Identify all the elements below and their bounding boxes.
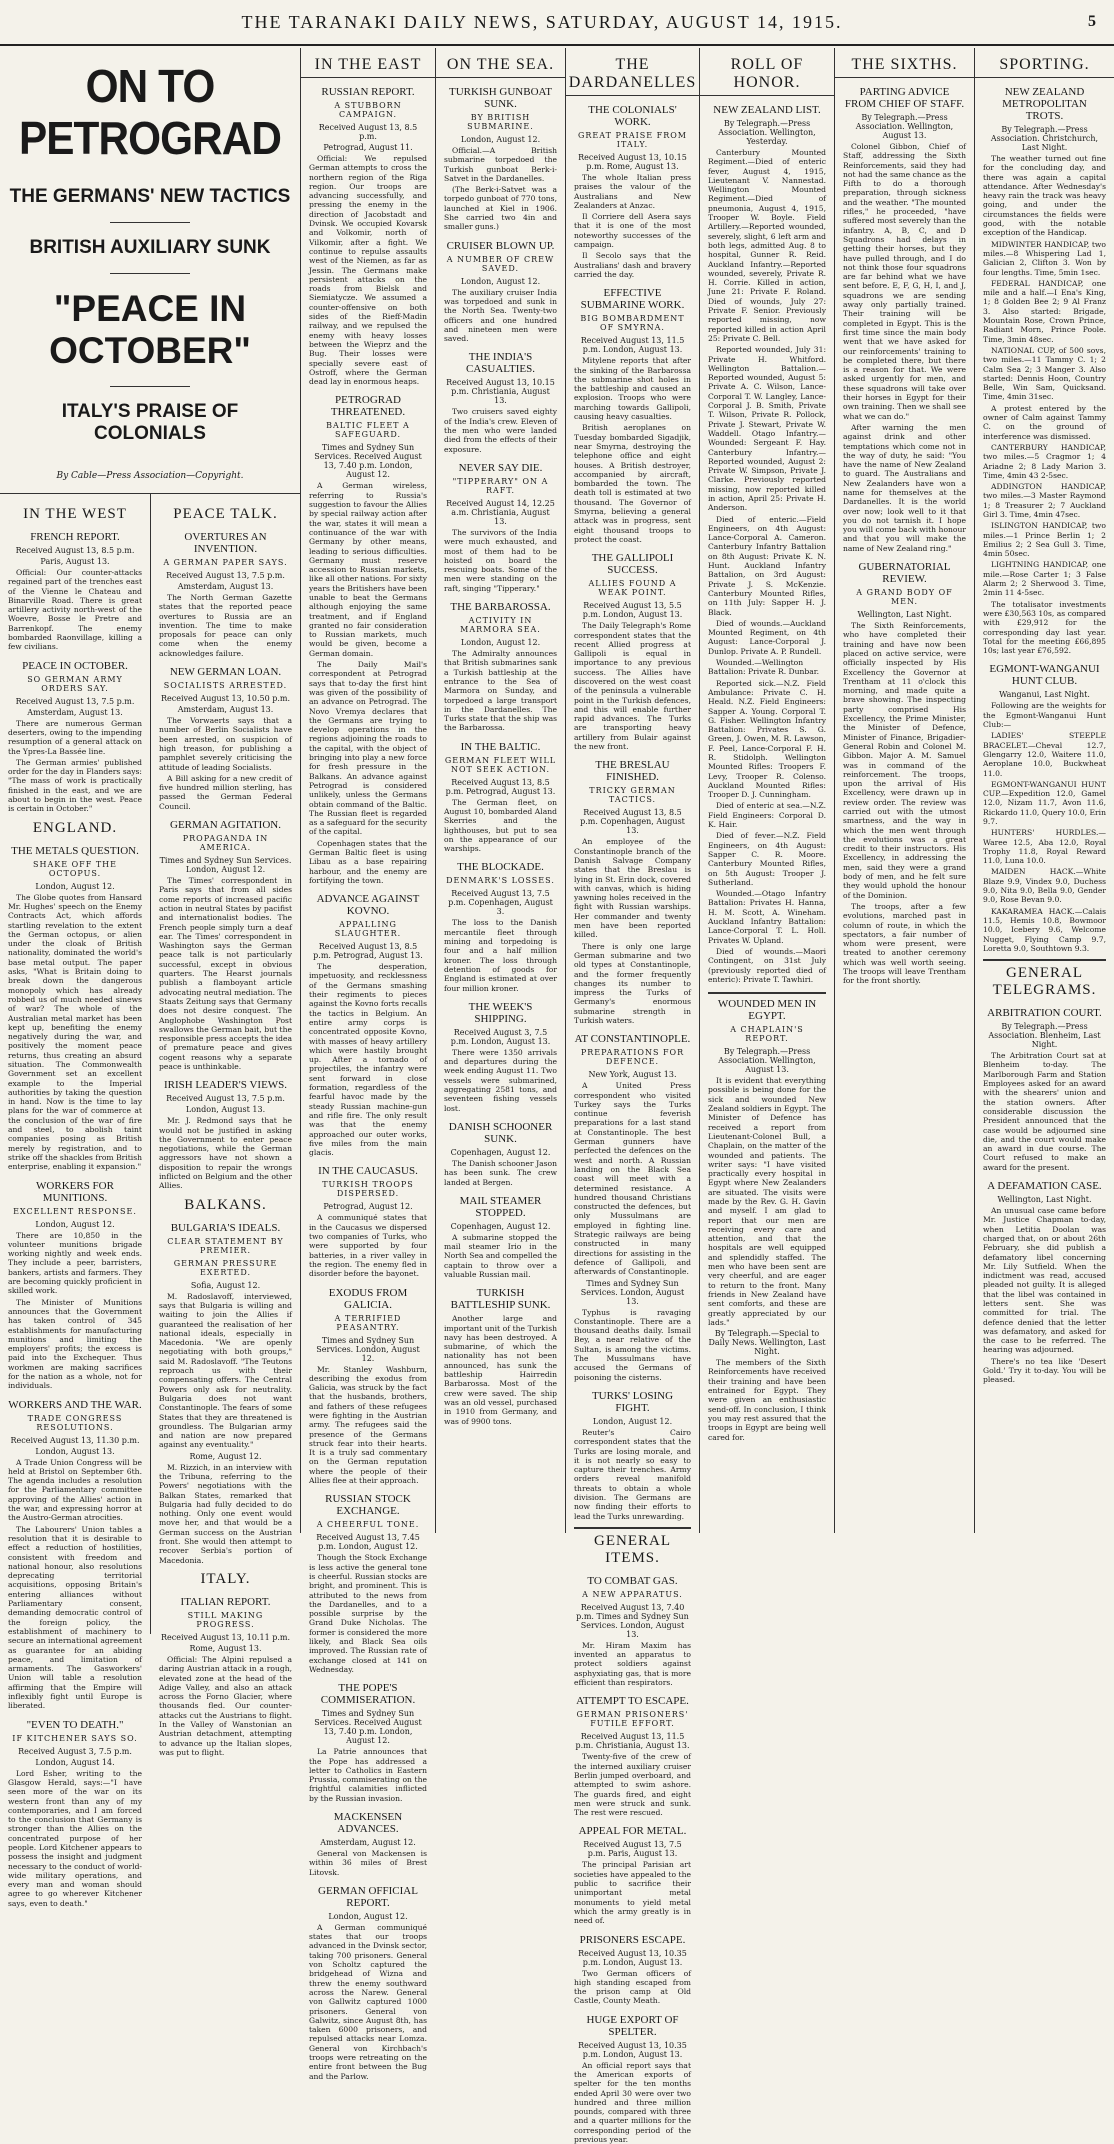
article-deck: A TERRIFIED PEASANTRY. (334, 1313, 402, 1332)
article-heading: GUBERNATORIAL REVIEW. (858, 561, 951, 586)
dateline: By Telegraph.—Press Association. Wellington, Yesterday. (718, 119, 816, 146)
article-heading: ADVANCE AGAINST KOVNO. (316, 893, 420, 918)
article-heading: NEW ZEALAND LIST. (713, 104, 821, 116)
article-paragraph: A German communiqué states that our troops advanced in the Dvinsk sector, taking 700 prisoners. General von Scholtz captured the bridgehead of Wizna and threw the enemy southward across the Narew. General von Gallwitz captured 1000 prisoners. General von Galwitz, since August 8th, has taken 6000 prisoners, and repulsed attacks near Lomza. General von Kirchbach's troops were retreating on the entire front between the Bug and the Parlow. (309, 1922, 427, 2081)
article-paragraph: An official report says that the American exports of spelter for the ten months ended April 30 were over two hundred and three million pounds, compared with three and a quarter millions for the corresponding period of the previous year. (574, 2060, 691, 2144)
article-deck: A NEW APPARATUS. (582, 1589, 683, 1599)
article-deck: CLEAR STATEMENT BY PREMIER. (167, 1236, 284, 1255)
article-paragraph: A protest entered by the owner of Calm against Tammy C. on the ground of interference was dismissed. (983, 403, 1106, 441)
article-heading: THE GALLIPOLI SUCCESS. (591, 552, 674, 577)
article-paragraph: A United Press correspondent who visited Turkey says the Turks continue feverish preparations for a last stand at Constantinople. The best German gunners have perfected the defences on the west and north. A Russian landing on the Black Sea coast will meet with a determined resistance. A hundred thousand Christians constructed the defences, but only Mussulmans are employed in fighting line. Strategic railways are being constructed in many directions for assisting in the defence of Gallipoli, and afterwards of Constantinople. (574, 1081, 691, 1277)
dateline: Times and Sydney Sun Services. London, August 12. (316, 1335, 420, 1363)
article-paragraph: There is only one large German submarine and two old types at Constantinople, and the former frequently changes its number to impress the Turks of Germany's enormous submarine strength in Turkish waters. (574, 941, 691, 1025)
section-heading: GENERAL TELEGRAMS. (983, 959, 1106, 999)
dateline: London, August 12. (328, 1911, 408, 1921)
section-heading: THE SIXTHS. (835, 52, 974, 78)
article-paragraph: A submarine stopped the mail steamer Irio in the North Sea and compelled the captain to throw over a valuable Russian mail. (444, 1232, 557, 1279)
article-paragraph: The Minister of Munitions announces that the Government has taken control of 345 establishments for manufacturing munitions and limiting the employers' profits; the excess is paid into the Exchequer. Thus workmen are making sacrifices for the nation as a whole, not for individuals. (8, 1297, 142, 1391)
dateline: Paris, August 13. (40, 557, 110, 566)
article-paragraph: The Sixth Reinforcements, who have completed their training and have now been placed on active service, were officially inspected by His Excellency the Governor at Trentham at 11 o'clock this morning, and made quite a brave showing. The inspecting party comprised His Excellency, the Prime Minister, the Minister of Defence, Minister of Finance, Brigadier-General Robin and Colonel M. Gibbon. Major A. M. Samuel was in command of the reinforcement. The troops, upon the arrival of His Excellency, were drawn up in review order. The review was carried out with the utmost smartness, and the way in which the men went through the evolutions was a great credit to their instructors. His Excellency, in addressing the men, said they were a grand body of men, and he felt sure they would uphold the honour of the Dominion. (843, 621, 966, 900)
lead-headline: ON TO PETROGRAD (18, 60, 282, 164)
lead-byline: By Cable—Press Association—Copyright. (56, 471, 244, 481)
article-paragraph: The Globe quotes from Hansard Mr. Hughes' speech on the Enemy Contracts Act, which affords startling revelation to the extent the German octopus, or alien under the cloak of British nationality, dominated the world's base metal output. The paper asks, "What is Britain doing to break down the dangerous monopoly which has already robbed us of much needed sinews of war? The whole of the Australian metal market has been kept up, benefiting the enemy negatively during the war, and positively the moment peace returns, thus creating an absurd situation. The Commonwealth Government set an excellent example to the Imperial authorities by taking the question in hand. Now is the time to lay plans for the war of commerce at the conclusion of the war of fire and steel, to abolish taint companies posing as British merely by registration, and to strike off the shackles from British enterprise, enabling it expansion." (8, 892, 142, 1172)
dateline: Copenhagen, August 12. (450, 1221, 551, 1231)
dateline: Wellington, Last Night. (857, 610, 952, 620)
dateline: Wanganui, Last Night. (999, 690, 1090, 700)
dateline: Amsterdam, August 13. (27, 707, 123, 717)
article-paragraph: Died of wounds.—Maori Contingent, on 31st July (previously reported died of enteric): Private T. Tawhiri. (708, 946, 826, 984)
dateline: New York, August 13. (588, 1070, 677, 1080)
article-heading: WORKERS AND THE WAR. (8, 1398, 142, 1411)
article-deck: APPALLING SLAUGHTER. (334, 920, 402, 939)
article-paragraph: Mr. J. Redmond says that he would not be justified in asking the Government to enter peace negotiations, while the German aggressors have not shown a disposition to repair the wrongs inflicted on Belgium and the other Allies. (159, 1116, 292, 1191)
section-heading: PEACE TALK. (173, 506, 278, 522)
article-deck: "TIPPERARY" ON A RAFT. (452, 476, 549, 495)
article-paragraph: The Arbitration Court sat at Blenheim to-day. The Marlborough Farm and Station Employees asked for an award with the shearers' union and the station owners. After considerable discussion the President announced that the case would be adjourned sine die, and the court would make an award in due course. The Court refused to make an award for the present. (983, 1051, 1106, 1172)
article-paragraph: NATIONAL CUP, of 500 sovs, two miles.—11 Tammy C. 1; 2 Calm Sea 2; 3 Manger 3. Also started: Dennis Hoon, Country Belle, Win Sam, Quicksand. Time, 4min 31sec. (983, 345, 1106, 402)
article-heading: EXODUS FROM GALICIA. (328, 1286, 408, 1311)
article-paragraph: A German wireless, referring to Russia's suggestion to favour the Allies by special railway action after the war, states it will mean a continuance of the war with Germany by other means, leading to serious difficulties. Germany must reserve accession to Russian markets, like all other nations. For sixty years the Britishers have been unable to beat the Germans although enjoying the same treatment, and if England granted no fair consideration to Russian markets, much would be given, become a German domain. (309, 481, 427, 658)
newspaper-page (0, 48, 1114, 2144)
article-heading: ARBITRATION COURT. (987, 1007, 1102, 1020)
article-paragraph: Following are the weights for the Egmont-Wanganui Hunt Club:— (983, 701, 1106, 730)
article-deck: TRICKY GERMAN TACTICS. (589, 786, 676, 805)
lead-deck-1: THE GERMANS' NEW TACTICS (9, 186, 291, 207)
article-paragraph: Official.—A British submarine torpedoed the Turkish gunboat Berk-i-Satvet in the Dardanelles. (444, 146, 557, 183)
article-paragraph: The Daily Telegraph's Rome correspondent states that the recent Allied progress at Gallipoli is equal in importance to any previous success. The Allies have discovered on the west coast of the peninsula a vulnerable point in the Turkish defences, and this will enable further rapid advances. The Turks are transporting heavy artillery from Bulair against the new front. (574, 621, 691, 752)
article-deck: A NUMBER OF CREW SAVED. (446, 254, 555, 273)
article-heading: ITALIAN REPORT. (180, 1595, 271, 1608)
article-heading: TURKISH GUNBOAT SUNK. (449, 86, 552, 110)
article-paragraph: The auxiliary cruiser India was torpedoed and sunk in the North Sea. Twenty-two officers and one hundred and nineteen men were saved. (444, 287, 557, 344)
lead-deck-2: BRITISH AUXILIARY SUNK (29, 237, 271, 258)
dateline: Received August 13, 8.5 p.m. Copenhagen, August 13. (580, 808, 685, 836)
section-heading: GENERAL ITEMS. (574, 1527, 691, 1567)
article-heading: THE WEEK'S SHIPPING. (468, 1000, 533, 1025)
article-heading: PARTING ADVICE FROM CHIEF OF STAFF. (844, 86, 965, 110)
article-heading: THE BLOCKADE. (457, 861, 544, 874)
section-heading: IN THE WEST (23, 506, 127, 522)
article-heading: CRUISER BLOWN UP. (446, 239, 555, 252)
article-paragraph: The principal Parisian art societies have appealed to the public to sacrifice their unimportant metal monuments to yield metal which the army greatly is in need of. (574, 1860, 691, 1926)
article-paragraph: The Vorwaerts says that a number of Berlin Socialists have been arrested, on suspicion of high treason, for publishing a pamphlet severely criticising the attitude of leading Socialists. (159, 716, 292, 772)
dateline: Amsterdam, August 13. (177, 582, 274, 591)
article-heading: AT CONSTANTINOPLE. (574, 1033, 691, 1046)
article-paragraph: There are numerous German deserters, owing to the impending resumption of a general attack on the Ypres-La Bassée line. (8, 718, 142, 756)
dateline: Received August 13, 7.45 p.m. London, August 12. (316, 1533, 420, 1552)
dateline: Received August 13, 7.5 p.m. (166, 1094, 285, 1104)
article-deck: PREPARATIONS FOR DEFENCE. (580, 1048, 685, 1067)
article-deck: BIG BOMBARDMENT OF SMYRNA. (580, 314, 685, 333)
article-deck: SOCIALISTS ARRESTED. (163, 681, 288, 691)
article-paragraph: M. Radoslavoff, interviewed, says that Bulgaria is willing and waiting to join the Allies if guaranteed the realisation of her national ideals, especially in Macedonia. "We are openly negotiating with both groups," said M. Radoslavoff. "The Teutons reproach us with their compensating offers. The Central Powers only ask for neutrality. Bulgaria does not want Constantinople. The fears of some States that they are threatened is groundless. The Bulgarian army and nation are now prepared against any eventuality." (159, 1291, 292, 1450)
lead-column (0, 48, 300, 1908)
article-paragraph: The German armies' published order for the day in Flanders says: "The mass of work is practically finished in the east, and we are about to begin in the west. Peace is certain in October." (8, 757, 142, 814)
dateline: Petrograd, August 12. (323, 1202, 413, 1212)
dateline: Received August 3, 7.5 p.m. London, August 13. (450, 1027, 551, 1046)
article-paragraph: The whole Italian press praises the valour of the Australians and New Zealanders at Anzac. (574, 173, 691, 210)
dateline: Received August 13, 11.5 p.m. Christiania, August 13. (575, 1732, 690, 1751)
article-deck: GERMAN PRESSURE EXERTED. (173, 1258, 278, 1277)
peace-talk-column (150, 494, 300, 1757)
article-paragraph: The desperation, impetuosity, and recklessness of the Germans smashing their regiments to pieces against the Kovno forts recalls the tactics in Belgium. An entire army corps is concentrated opposite Kovno, with masses of heavy artillery which were hastily brought up. After a tornado of projectiles, the infantry were sent forward in close formation, regardless of the fearful havoc made by the steady Russian machine-gun and rifle fire. The only result was that the enemy approached our outer works, five miles from the main glacis. (309, 962, 427, 1158)
dateline: Received August 13, 11.30 p.m. (10, 1435, 140, 1445)
article-paragraph: The troops, after a few evolutions, marched past in column of route, in which the spectators, a fair number of whom were present, were treated to another ceremony which was well worth seeing. The troops will leave Trentham for the front shortly. (843, 901, 966, 986)
article-paragraph: Mitylene reports that after the sinking of the Barbarossa the submarine shot holes in the battleship and caused an explosion. Troops who were marching towards Gallipoli, causing heavy casualties. (574, 356, 691, 422)
dateline: London, August 13. (35, 1446, 115, 1456)
article-paragraph: A Trade Union Congress will be held at Bristol on September 6th. The agenda includes a resolution for the Parliamentary committee approving of the Allies' action in the war, and expressing horror at the Austro-German atrocities. (8, 1457, 142, 1523)
article-heading: A DEFAMATION CASE. (987, 1180, 1102, 1193)
dateline: By Telegraph.—Press Association. Christchurch, Last Night. (990, 125, 1099, 152)
article-deck: IF KITCHENER SAYS SO. (12, 1733, 138, 1743)
article-paragraph: There were 1350 arrivals and departures during the week ending August 11. Two vessels were submarined, aggregating 2581 tons, and seventeen fishing vessels lost. (444, 1047, 557, 1113)
article-deck: A STUBBORN CAMPAIGN. (334, 101, 402, 119)
article-paragraph: Died of enteric.—Field Engineers, on 4th August: Lance-Corporal A. Cameron. Canterbury Infantry Battalion on 8th August: Private K. N. Hunt. Auckland Infantry Battalion, on 3rd August: Private J. S. McKenzie. Canterbury Mounted Rifles, on 11th July: Sapper H. J. Black. (708, 514, 826, 617)
article-paragraph: ISLINGTON HANDICAP, two miles.—1 Prince Berlin 1; 2 Emilius 2; 2 Sea Gull 3. Time, 4min 50sec. (983, 521, 1106, 559)
section-heading: SPORTING. (975, 52, 1114, 78)
article-paragraph: The survivors of the India were much exhausted, and most of them had to be hoisted on board the rescuing boats. Some of the men were standing on the raft, singing "Tipperary." (444, 527, 557, 593)
article-paragraph: Typhus is ravaging Constantinople. There are a thousand deaths daily. Ismail Bey, a near relative of the Sultan, is among the victims. The Mussulmans have accused the Germans of poisoning the cisterns. (574, 1307, 691, 1382)
article-deck: BALTIC FLEET A SAFEGUARD. (326, 421, 410, 440)
article-paragraph: EGMONT-WANGANUI HUNT CUP.—Expedition 12.0, Gamel 12.0, Nizam 11.7, Avon 11.6, Rickardo 11.0, Query 10.0, Erin 9.7. (983, 779, 1106, 826)
section-heading: BALKANS. (184, 1196, 267, 1213)
article-paragraph: It is evident that everything possible is being done for the sick and wounded New Zealand soldiers in Egypt. The Minister of Defence has received a report from Lieutenant-Colonel Bull, a Chaplain, on the matter of the wounded and patients. The writer says: "I have visited practically every hospital in Egypt where New Zealanders are situated. The visits were made by the Rev. G. H. Gavin and myself. I am glad to report that our men are receiving every care and attention, and that the hospitals are well equipped and splendidly staffed. The men who have been sent are very cheerful, and are eager to return to the front. Many friends in New Zealand have sent comforts, and these are greatly appreciated by our lads." (708, 1076, 826, 1327)
article-deck: A GRAND BODY OF MEN. (856, 588, 953, 607)
article-paragraph: Mr. Hiram Maxim has invented an apparatus to protect soldiers against asphyxiating gas, that is more efficient than respirators. (574, 1640, 691, 1688)
article-paragraph: There are 10,850 in the volunteer munitions brigade working nightly and week ends. They include a peer, barristers, bankers, artists and farmers. They are becoming quickly proficient in skilled work. (8, 1230, 142, 1296)
divider (110, 273, 190, 274)
dateline: Received August 13, 10.50 p.m. (160, 694, 291, 704)
article-heading: THE METALS QUESTION. (11, 844, 139, 857)
dateline: Copenhagen, August 12. (450, 1147, 551, 1157)
article-heading: TURKS' LOSING FIGHT. (591, 1389, 674, 1414)
article-heading: IN THE CAUCASUS. (318, 1165, 418, 1178)
lead-banner (0, 52, 300, 494)
dateline: Received August 13, 10.15 p.m. Christiania, August 13. (446, 378, 555, 406)
lead-subcolumns (0, 494, 300, 1908)
article-paragraph: MAIDEN HACK.—White Blaze 9.9, Vindex 9.0, Duchess 9.0, Nita 9.0, Bella 9.0, Gender 9.0, Rose Bevan 9.0. (983, 867, 1106, 905)
article-deck: EXCELLENT RESPONSE. (13, 1206, 137, 1216)
article-paragraph: Official: The Alpini repulsed a daring Austrian attack in a rough, elevated zone at the head of the Adige Valley, and also an attack across the Forno Glacier, where thousands fled. Our counter-attacks cut the Austrians to flight. In the Valley of Wanstonian an Austrian detachment, attempting to advance up the Italian slopes, was put to flight. (159, 1654, 292, 1757)
dateline: Received August 13, 8.5 p.m. Petrograd, August 13. (445, 777, 556, 796)
lead-deck-italy: ITALY'S PRAISE OF COLONIALS (61, 401, 239, 444)
in-the-west-column (0, 494, 150, 1908)
dateline: Amsterdam, August 12. (320, 1838, 416, 1847)
masthead (0, 0, 1114, 46)
article-heading: BULGARIA'S IDEALS. (170, 1221, 281, 1234)
article-paragraph: Wounded.—Otago Infantry Battalion: Privates H. Hanna, H. M. Scott, A. Wineham. Auckland Infantry Battalion: Lance-Corporal T. L. Holl. Privates W. Upland. (708, 889, 826, 945)
dateline: Received August 13, 10.15 p.m. Rome, August 13. (578, 153, 687, 171)
article-paragraph: Il Corriere dell Asera says that it is one of the most noteworthy successes of the campaign. (574, 212, 691, 250)
article-paragraph: The totalisator investments were £30,563 10s, as compared with £29,912 for the corresponding day last year. Total for the meeting £66,895 10s; last year £76,592. (983, 599, 1106, 656)
article-paragraph: The Danish schooner Jason has been sunk. The crew landed at Bergen. (444, 1158, 557, 1187)
dateline: London, August 12. (35, 881, 115, 891)
dateline: Received August 13, 10.35 p.m. London, August 13. (578, 2040, 687, 2059)
dateline: Received August 13, 5.5 p.m. London, August 13. (582, 601, 683, 620)
article-paragraph: Mr. Stanley Washburn, describing the exodus from Galicia, was struck by the fact that the husbands, brothers, and fathers of these refugees were fighting in the Austrian army. The refugees said the presence of the Germans struck fear into their hearts. It is a truly sad commentary on the German reputation where the people of their Allies flee at their approach. (309, 1364, 427, 1486)
article-paragraph: Died of wounds.—Auckland Mounted Regiment, on 4th August: Lance-Corporal J. Dunlop. Private A. P. Rundell. (708, 618, 826, 656)
article-deck: GREAT PRAISE FROM ITALY. (577, 131, 687, 149)
article-deck: A CHEERFUL TONE. (316, 1520, 420, 1530)
article-heading: NEW GERMAN LOAN. (169, 666, 282, 679)
section-heading: IN THE EAST (301, 52, 435, 78)
article-paragraph: The Daily Mail's correspondent at Petrograd says that to-day the first hint was given of the possibility of an advance on Petrograd. The Novo Vremya declares that the Germans are trying to develop operations in the regions adjoining the roads to the capital, with the object of bringing into play a new force for fresh pressure in the Balkans. An advance against Petrograd is considered unlikely, unless the Germans obtain command of the Baltic. The Russian fleet is regarded as a safeguard for the security of the capital. (309, 660, 427, 837)
article-heading: PRISONERS ESCAPE. (579, 1933, 686, 1946)
article-paragraph: HUNTERS' HURDLES.—Waree 12.5, Aba 12.0, Royal Trophy 11.8, Royal Reward 11.0, Luna 10.0. (983, 828, 1106, 866)
dateline: By Telegraph.—Press Association. Wellington, August 13. (718, 1047, 816, 1075)
article-paragraph: A communiqué states that in the Caucasus we dispersed two companies of Turks, who were supported by four batteries, in a river valley in the region. The enemy fled in disorder before the bayonet. (309, 1213, 427, 1279)
divider (110, 386, 190, 387)
dateline: London, August 12. (460, 135, 541, 144)
dateline: Times and Sydney Sun Services. Received August 13, 7.40 p.m. London, August 12. (314, 443, 422, 480)
article-paragraph: La Patrie announces that the Pope has addressed a letter to Catholics in Eastern Prussia, commiserating on the frightful calamities inflicted by the Russian invasion. (309, 1747, 427, 1803)
dateline: Times and Sydney Sun Services. London, August 13. (580, 1278, 685, 1306)
dateline: Sofia, August 12. (190, 1280, 261, 1290)
article-paragraph: M. Rizzich, in an interview with the Tribuna, referring to the Powers' negotiations with the Balkan States, remarked that Bulgaria had fully decided to do nothing. Only one event would move her, and that would be a German success on the Austrian front. She would then attempt to recover Serbia's portion of Macedonia. (159, 1462, 292, 1565)
article-paragraph: LIGHTNING HANDICAP, one mile.—Rose Carter 1; 3 False Alarm 2; 2 Sherwood 3. Time, 2min 11 4-5sec. (983, 560, 1106, 598)
dateline: London, August 12. (460, 638, 541, 648)
article-heading: MAIL STEAMER STOPPED. (459, 1194, 542, 1219)
article-paragraph: CANTERBURY HANDICAP, two miles.—5 Cragmor 1; 4 Ariadne 2; 8 Lady Marion 3. Time, 4min 43 2-5sec. (983, 442, 1106, 480)
article-heading: RUSSIAN STOCK EXCHANGE. (325, 1493, 411, 1518)
dateline: Rome, August 13. (189, 1643, 262, 1653)
dateline: London, August 12. (35, 1219, 115, 1229)
article-paragraph: Lord Esher, writing to the Glasgow Herald, says:—"I have seen more of the war on its western front than any of my contemporaries, and I am forced to the conclusion that Germany is stronger than the Allies on the concentrated purpose of her people. Lord Kitchener appears to possess the insight and judgment necessary to the conduct of world-wide military operations, and every man and woman should agree to go wherever Kitchener says, even to death." (8, 1768, 142, 1908)
article-paragraph: An employee of the Constantinople branch of the Danish Salvage Company states that the Breslau is lying in St. Erin dock, covered with canvas, which is hiding yawning holes received in the fight with Russian warships. Her commander and twenty men have been reported killed. (574, 837, 691, 940)
dateline: Received August 13, 11.5 p.m. London, August 13. (580, 336, 685, 355)
article-paragraph: Reported sick.—N.Z. Field Ambulance: Private C. H. Heald. N.Z. Field Engineers: Sapper A. Young. Corporal T. G. Fisher. Wellington Infantry Battalion: Privates S. G. Green, J. Owen, M. R. Lawson, F. Peel, Lance-Corporal F. H. R. Stidolph. Wellington Mounted Rifles: Troopers F. Levy, Trooper R. Colenso. Auckland Mounted Rifles: Trooper D. J. Cunningham. (708, 678, 826, 800)
dateline: By Telegraph.—Press Association. Wellington, August 13. (855, 113, 954, 140)
article-heading: APPEAL FOR METAL. (578, 1825, 687, 1838)
article-paragraph: Colonel Gibbon, Chief of Staff, addressing the Sixth Reinforcements, said they had not had the same chance as the Fifth to do a thorough preparation, through sickness and the weather. "The mounted rifles," he proceeded, "have suffered most severely than the infantry. A, B, C, and D Squadrons had delays in getting their horses, but they have pulled through, and I do not think those four squadrons are far behind what we have sent before. E, F, G, H, I, and J, squadrons we are sending away only partially trained. Their training will be completed in Egypt. This is the first time since the main body went that we have asked for our reinforcements' training to be completed there, but there is a reason for that. We were asked urgently for men, and these squadrons will take over their horses in Egypt for their own training. Then we shall see what we can do." (843, 142, 966, 421)
dateline: Times and Sydney Sun Services. Received August 13, 7.40 p.m. London, August 12. (314, 1709, 422, 1746)
dateline: Received August 13, 7.5 p.m. Paris, August 13. (583, 1840, 682, 1859)
article-heading: MACKENSEN ADVANCES. (333, 1811, 403, 1835)
section-heading: ON THE SEA. (436, 52, 565, 78)
dardanelles-column (565, 48, 699, 2144)
article-heading: THE BARBAROSSA. (450, 601, 551, 614)
article-paragraph: Reuter's Cairo correspondent states that the Turks are losing morale, and it is not nearly so easy to capture their trenches. Army orders reveal manifold threats to obtain a whole division. The Germans are now finding their efforts to lead the Turks unrewarding. (574, 1427, 691, 1521)
article-paragraph: Died of fever.—N.Z. Field Engineers, on 4th August: Sapper C. R. Moore. Canterbury Mounted Rifles, on 5th August: Trooper J. Sutherland. (708, 831, 826, 887)
article-deck: ALLIES FOUND A WEAK POINT. (588, 579, 677, 598)
article-heading: EGMONT-WANGANUI HUNT CLUB. (989, 663, 1100, 688)
sixths-column (834, 48, 974, 1533)
dateline: Received August 13, 8.5 p.m. (318, 123, 418, 141)
dateline: Received August 14, 12.25 a.m. Christiania, August 13. (446, 498, 555, 526)
divider (110, 222, 190, 223)
newspaper-title: THE TARANAKI DAILY NEWS, SATURDAY, AUGUST 14, 1915. (241, 11, 843, 32)
article-paragraph: LADIES' STEEPLE BRACELET.—Cheval 12.7, Glengarry 12.0, Waitere 11.0, Aeroplane 10.0, Buckwheat 11.0. (983, 731, 1106, 778)
article-heading: RUSSIAN REPORT. (321, 86, 415, 98)
article-paragraph: Twenty-five of the crew of the interned auxiliary cruiser Berlin jumped overboard, and attempted to swim ashore. The guards fired, and eight men were struck and sunk. The rest were rescued. (574, 1752, 691, 1818)
article-paragraph: MIDWINTER HANDICAP, two miles.—8 Whispering Lad 1, Galician 2, Clifton 3. Won by four lengths. Time, 5min 1sec. (983, 239, 1106, 277)
article-deck: A CHAPLAIN'S REPORT. (730, 1025, 804, 1044)
article-paragraph: The Times' correspondent in Paris says that from all sides come reports of increased pacific action in neutral States by pacifist and internationalist bodies. The French people simply turn a deaf ear. The Times' correspondent in Washington says the German peace talk is not particularly successful, except in obvious quarters. The Hearst journals publish a flamboyant article advocating neutral mediation. The Staats Zeitung says that Germany does not desire conquest. The Anglophobe Washington Post swallows the German bait, but the responsible press accepts the idea of premature peace and gives cogent reasons why a separate peace is unthinkable. (159, 876, 292, 1071)
dateline: Received August 3, 7.5 p.m. (18, 1746, 132, 1756)
dateline: By Telegraph.—Press Association. Blenheim, Last Night. (988, 1022, 1101, 1050)
sporting-column (974, 48, 1114, 1533)
article-deck: TRADE CONGRESS RESOLUTIONS. (27, 1413, 123, 1432)
article-heading: "EVEN TO DEATH." (26, 1718, 124, 1731)
lead-peace-headline: "PEACE IN OCTOBER" (49, 288, 251, 371)
article-deck: TURKISH TROOPS DISPERSED. (322, 1180, 414, 1199)
article-paragraph: Official: We repulsed German attempts to cross the northern region of the Riga region. Our troops are advancing successfully, and pressing the enemy in the direction of Jacobstadt and Dvinsk. We occupied Kovarsk and Volkomir, north of Vilkomir, after a fight. We continue to repulse assaults west of the Niemen, as far as Jessin. The Germans make persistent attacks on the roads from Bielsk and Siemiatycze. We assumed a counter-offensive on both sides of the Rieff-Madin railway, and we repulsed the enemy with heavy losses between the Wieprz and the Bug. Their losses were specially severe east of Ostroff, where the German dead lay in enormous heaps. (309, 154, 427, 387)
section-heading: ENGLAND. (32, 819, 118, 836)
article-paragraph: The German fleet, on August 10, bombarded Aland Skerries and the lighthouses, but put to sea on the appearance of our warships. (444, 797, 557, 854)
dateline: Petrograd, August 11. (323, 143, 413, 152)
article-heading: THE COLONIALS' WORK. (588, 104, 677, 128)
article-deck: SHAKE OFF THE OCTOPUS. (33, 859, 117, 878)
article-heading: WORKERS FOR MUNITIONS. (36, 1179, 114, 1204)
article-heading: EFFECTIVE SUBMARINE WORK. (580, 287, 685, 312)
page-number: 5 (1088, 13, 1096, 30)
article-paragraph: Died of enteric at sea.—N.Z. Field Engineers: Corporal D. K. Hair. (708, 801, 826, 830)
article-heading: FRENCH REPORT. (30, 531, 120, 543)
section-heading: ROLL OF HONOR. (700, 52, 834, 96)
article-heading: IRISH LEADER'S VIEWS. (163, 1079, 288, 1092)
article-paragraph: The North German Gazette states that the reported peace overtures to Russia are an invention. The time to make proposals for peace can only come when the enemy acknowledges failure. (159, 593, 292, 658)
article-paragraph: Two German officers of high standing escaped from the prison camp at Old Castle, County Meath. (574, 1968, 691, 2006)
on-the-sea-column (435, 48, 565, 1533)
dateline: Received August 13, 8.5 p.m. (15, 546, 135, 555)
dateline: London, August 12. (460, 276, 541, 286)
dateline: Rome, August 12. (189, 1451, 262, 1461)
article-paragraph: The Admiralty announces that British submarines sank a Turkish battleship at the entrance to the Sea of Marmora on Sunday, and torpedoed a large transport in the Dardanelles. The Turks state that the ship was the Barbarossa. (444, 649, 557, 733)
article-heading: HUGE EXPORT OF SPELTER. (586, 2013, 679, 2038)
section-heading: ITALY. (200, 1570, 251, 1587)
article-deck: ACTIVITY IN MARMORA SEA. (460, 616, 541, 635)
article-paragraph: ADDINGTON HANDICAP, two miles.—3 Master Raymond 1; 8 Treasurer 2; 7 Auckland Girl 3. Time, 4min 47sec. (983, 482, 1106, 519)
article-paragraph: Canterbury Mounted Regiment.—Died of enteric fever, August 4, 1915, Lieutenant V. Nannestad. Wellington Mounted Regiment.—Died of pneumonia, August 4, 1915, Trooper W. Boyle. Field Artillery.—Reported wounded, severely, slight, 6 left arm and both legs, admitted Aug. 8 to hospital, Gunner R. Reid. Auckland Infantry.—Reported wounded, severely, Private R. H. Corrie. Killed in action, June 21: Private F. Roland. Died of wounds, July 27: Private F. Senior. Previously reported missing, now reported killed in action April 25: Private C. Bell. (708, 148, 826, 343)
article-paragraph: Copenhagen states that the German Baltic fleet is using Libau as a base repairing harbour, and the enemy are fortifying the town. (309, 838, 427, 885)
article-paragraph: After warning the men against drink and other temptations which come not in the way of duty, he said: "You have the name of New Zealand to guard. The Australians and New Zealanders have won a name for themselves at the Dardanelles. It is the world over now; look well to it that you do not tarnish it. I hope you will come back with honour and that you will make the name of New Zealand ring." (843, 422, 966, 553)
article-heading: GERMAN AGITATION. (170, 819, 281, 832)
dateline: London, August 14. (35, 1757, 115, 1767)
article-paragraph: Another large and important unit of the Turkish navy has been destroyed. A submarine, of which the nationality has not been announced, has sunk the battleship Hairredin Barbarossa. Most of the crew were saved. The ship was an old vessel, purchased in 1910 from Germany, and was of 9900 tons. (444, 1314, 557, 1426)
article-heading: ATTEMPT TO ESCAPE. (576, 1695, 689, 1708)
dateline: Received August 13, 8.5 p.m. Petrograd, August 13. (313, 942, 423, 961)
article-heading: THE INDIA'S CASUALTIES. (466, 351, 535, 376)
article-heading: OVERTURES AN INVENTION. (184, 531, 267, 555)
dateline: London, August 12. (592, 1416, 673, 1426)
article-paragraph: Official: Our counter-attacks regained part of the trenches east of the Vienne le Chateau and Binarville Road. There is great artillery activity north-west of the Woevre, Bosse le Pretre and Barrenkopf. The enemy bombarded Raonvillage, killing a few civilians. (8, 568, 142, 652)
article-heading: TO COMBAT GAS. (587, 1574, 678, 1587)
dateline: By Telegraph.—Special to Daily News. Wellington, Last Night. (708, 1329, 826, 1357)
article-heading: NEVER SAY DIE. (458, 461, 543, 474)
article-paragraph: There's no tea like 'Desert Gold.' Try it to-day. You will be pleased. (983, 1356, 1106, 1385)
in-the-east-column (300, 48, 435, 2081)
section-heading: THE DARDANELLES (566, 52, 699, 96)
article-paragraph: A Bill asking for a new credit of five hundred million sterling, has passed the German Federal Council. (159, 773, 292, 811)
article-paragraph: Reported wounded, July 31: Private H. Whitford. Wellington Battalion.—Reported wounded, August 5: Private A. C. Wilson, Lance-Corporal T. W. Langley, Lance-Corporal J. B. Smith, Private T. Wilson, Private R. Pollock, Private J. Stewart, Private W. Waddell. Otago Infantry.—Wounded: Sergeant F. Hay. Canterbury Infantry.—Reported wounded, August 2: Private W. Simpson, Private J. Clarke. Previously reported missing, now reported killed in action, April 25: Private H. Anderson. (708, 345, 826, 513)
article-paragraph: FEDERAL HANDICAP, one mile and a half.—I Ena's King, 1; 8 Golden Bee 2; 9 Al Franz 3. Also started: Brigade, Mountain Rose, Crown Prince, Radiant Morn, Prince Poole. Time, 3min 48sec. (983, 278, 1106, 344)
dateline: Received August 13, 7.5 p.m. (166, 571, 285, 580)
dateline: Received August 13, 10.35 p.m. London, August 13. (578, 1948, 687, 1967)
article-paragraph: KAKARAMEA HACK.—Calais 11.5, Hemis 10.8, Bowmoor 10.0, Icebery 9.6, Welcome Nugget, Flying Camp 9.7, Loretta 9.0, Southtown 9.3. (983, 906, 1106, 953)
article-paragraph: Though the Stock Exchange is less active the general tone is cheerful. Russian stocks are bright, and prominent. This is attributed to the news from the Dardanelles, and to a possible surprise by the Grand Duke Nicholas. The former is considered the more likely, and Black Sea oils improved. The Russian rate of exchange closed at 141 on Wednesday. (309, 1553, 427, 1674)
article-deck: BY BRITISH SUBMARINE. (467, 113, 534, 131)
article-paragraph: The loss to the Danish mercantile fleet through mining and torpedoing is four and a half million kroner. The loss through detention of goods for England is estimated at over four million kroner. (444, 918, 557, 993)
dateline: Received August 13, 7.5 p.m. Copenhagen, August 3. (448, 889, 553, 917)
article-heading: THE POPE'S COMMISERATION. (320, 1682, 416, 1707)
article-heading: DANISH SCHOONER SUNK. (448, 1120, 553, 1145)
article-heading: NEW ZEALAND METROPOLITAN TROTS. (1002, 86, 1087, 122)
article-heading: GERMAN OFFICIAL REPORT. (318, 1884, 418, 1909)
article-paragraph: (The Berk-i-Satvet was a torpedo gunboat of 770 tons, launched at Kiel in 1906. She carried two 4in and smaller guns.) (444, 185, 557, 232)
article-heading: THE BRESLAU FINISHED. (595, 759, 670, 784)
article-deck: PROPAGANDA IN AMERICA. (182, 834, 269, 853)
article-deck: STILL MAKING PROGRESS. (187, 1610, 264, 1629)
dateline: Received August 13, 7.40 p.m. Times and Sydney Sun Services. London, August 13. (576, 1602, 689, 1639)
dateline: Times and Sydney Sun Services. London, August 12. (159, 856, 292, 875)
article-paragraph: The weather turned out fine for the concluding day, and there was again a capital attendance. After Wednesday's heavy rain the track was heavy going, and under the circumstances the fields were good, with the notable exception of the Handicap. (983, 154, 1106, 238)
article-deck: DENMARK'S LOSSES. (446, 876, 555, 886)
article-heading: PEACE IN OCTOBER. (22, 659, 128, 672)
article-paragraph: Wounded.—Wellington Battalion: Private R. Dunbar. (708, 658, 819, 677)
article-heading: IN THE BALTIC. (460, 740, 541, 753)
dateline: Wellington, Last Night. (997, 1195, 1092, 1205)
article-deck: GERMAN FLEET WILL NOT SEEK ACTION. (444, 755, 557, 774)
dateline: Amsterdam, August 13. (177, 705, 274, 715)
article-heading: PETROGRAD THREATENED. (330, 394, 406, 419)
dateline: Received August 13, 7.5 p.m. (15, 696, 135, 706)
article-paragraph: Two cruisers saved eighty of the India's crew. Eleven of the men who were landed died from the effects of their exposure. (444, 407, 557, 454)
article-heading: WOUNDED MEN IN EGYPT. (708, 992, 826, 1022)
article-deck: A GERMAN PAPER SAYS. (163, 558, 288, 567)
article-paragraph: Il Secolo says that the Australians' dash and bravery carried the day. (574, 251, 691, 279)
article-paragraph: The Labourers' Union tables a resolution that it is desirable to effect a reduction of hostilities, consistent with freedom and national honour, also resolutions deprecating territorial acquisitions, opposing Britain's entering alliances without Parliamentary consent, demanding democratic control of the foreign policy, the establishment of machinery to secure an international agreement as guarantee for an abiding peace, and limitation of armaments. The Gasworkers' Union will table a resolution affirming that the Empire will inflexibly fight until Europe is liberated. (8, 1524, 142, 1711)
roll-of-honor-column (699, 48, 834, 1533)
article-paragraph: The members of the Sixth Reinforcements have received their training and have been entrained for Egypt. They were given an enthusiastic send-off. In conclusion, I think you may rest assured that the troops in Egypt are being well cared for. (708, 1358, 826, 1442)
dateline: Received August 13, 10.11 p.m. (160, 1632, 291, 1642)
article-deck: GERMAN PRISONERS' FUTILE EFFORT. (576, 1710, 689, 1729)
article-deck: SO GERMAN ARMY ORDERS SAY. (27, 674, 123, 693)
article-paragraph: General von Mackensen is within 36 miles of Brest Litovsk. (309, 1849, 427, 1877)
article-paragraph: An unusual case came before Mr. Justice Chapman to-day, when Letitia Doolan was charged that, on or about 26th February, she did publish a defamatory libel concerning Mr. Lily Sutfield. When the indictment was read, accused pleaded not guilty. It is alleged that the libel was contained in letters sent. She was committed for trial. The defence denied that the letter was defamatory, and asked for the case to be referred. The hearing was adjourned. (983, 1206, 1106, 1355)
article-paragraph: British aeroplanes on Tuesday bombarded Sigadjik, near Smyrna, destroying the telephone office and eight houses. A British destroyer, accompanied by aircraft, bombarded the town. The death toll is estimated at two thousand. The Governor of Smyrna, believing a general attack was in progress, sent eight thousand troops to protect the coast. (574, 423, 691, 544)
article-heading: TURKISH BATTLESHIP SUNK. (450, 1287, 551, 1312)
dateline: London, August 13. (185, 1105, 266, 1115)
